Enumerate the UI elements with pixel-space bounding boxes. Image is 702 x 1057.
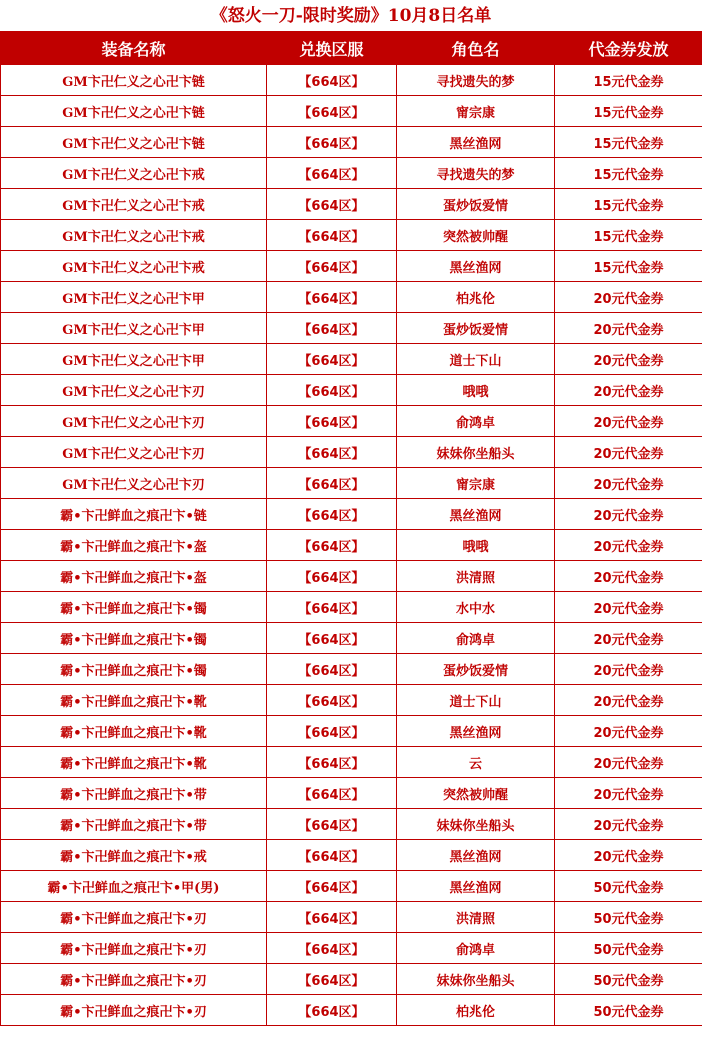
character-name-cell: 甯宗康 — [397, 468, 555, 499]
table-row — [1, 344, 702, 375]
voucher-cell: 50元代金券 — [555, 964, 702, 995]
server-cell: 【664区】 — [267, 189, 397, 220]
equipment-name-cell: 霸•卞卍鲜血之痕卍卞•盔 — [1, 530, 267, 561]
voucher-cell: 15元代金券 — [555, 127, 702, 158]
table-row — [1, 778, 702, 809]
server-cell: 【664区】 — [267, 809, 397, 840]
server-cell: 【664区】 — [267, 344, 397, 375]
voucher-cell: 20元代金券 — [555, 747, 702, 778]
character-name-cell: 蛋炒饭爱情 — [397, 654, 555, 685]
table-row — [1, 933, 702, 964]
character-name-cell: 俞鸿卓 — [397, 933, 555, 964]
voucher-cell: 20元代金券 — [555, 809, 702, 840]
voucher-cell: 50元代金券 — [555, 995, 702, 1026]
character-name-cell: 蛋炒饭爱情 — [397, 313, 555, 344]
table-row — [1, 809, 702, 840]
header-row — [1, 33, 702, 65]
server-cell: 【664区】 — [267, 902, 397, 933]
server-cell: 【664区】 — [267, 158, 397, 189]
equipment-name-cell: 霸•卞卍鲜血之痕卍卞•带 — [1, 778, 267, 809]
character-name-cell: 洪清照 — [397, 561, 555, 592]
table-row — [1, 871, 702, 902]
table-row — [1, 995, 702, 1026]
table-row — [1, 189, 702, 220]
equipment-name-cell: 霸•卞卍鲜血之痕卍卞•镯 — [1, 654, 267, 685]
equipment-name-cell: GM卞卍仁义之心卍卞戒 — [1, 220, 267, 251]
server-cell: 【664区】 — [267, 406, 397, 437]
table-row — [1, 716, 702, 747]
equipment-name-cell: 霸•卞卍鲜血之痕卍卞•靴 — [1, 685, 267, 716]
character-name-cell: 寻找遗失的梦 — [397, 65, 555, 96]
character-name-cell: 洪清照 — [397, 902, 555, 933]
table-row — [1, 654, 702, 685]
voucher-cell: 50元代金券 — [555, 933, 702, 964]
equipment-name-cell: GM卞卍仁义之心卍卞刃 — [1, 375, 267, 406]
table-row — [1, 499, 702, 530]
character-name-cell: 道士下山 — [397, 344, 555, 375]
server-cell: 【664区】 — [267, 65, 397, 96]
table-row — [1, 313, 702, 344]
equipment-name-cell: GM卞卍仁义之心卍卞链 — [1, 65, 267, 96]
character-name-cell: 甯宗康 — [397, 96, 555, 127]
character-name-cell: 蛋炒饭爱情 — [397, 189, 555, 220]
header-character-name: 角色名 — [397, 33, 555, 65]
equipment-name-cell: GM卞卍仁义之心卍卞甲 — [1, 282, 267, 313]
equipment-name-cell: GM卞卍仁义之心卍卞甲 — [1, 344, 267, 375]
header-voucher: 代金券发放 — [555, 33, 702, 65]
equipment-name-cell: GM卞卍仁义之心卍卞刃 — [1, 468, 267, 499]
table-body — [1, 65, 702, 1026]
table-row — [1, 685, 702, 716]
character-name-cell: 哦哦 — [397, 530, 555, 561]
voucher-cell: 20元代金券 — [555, 561, 702, 592]
character-name-cell: 黑丝渔网 — [397, 871, 555, 902]
server-cell: 【664区】 — [267, 592, 397, 623]
table-row — [1, 65, 702, 96]
voucher-cell: 20元代金券 — [555, 778, 702, 809]
server-cell: 【664区】 — [267, 933, 397, 964]
header-server: 兑换区服 — [267, 33, 397, 65]
voucher-cell: 20元代金券 — [555, 840, 702, 871]
server-cell: 【664区】 — [267, 251, 397, 282]
server-cell: 【664区】 — [267, 437, 397, 468]
voucher-cell: 20元代金券 — [555, 654, 702, 685]
table-row — [1, 220, 702, 251]
voucher-cell: 15元代金券 — [555, 220, 702, 251]
voucher-cell: 20元代金券 — [555, 344, 702, 375]
equipment-name-cell: 霸•卞卍鲜血之痕卍卞•镯 — [1, 623, 267, 654]
table-row — [1, 592, 702, 623]
voucher-cell: 20元代金券 — [555, 499, 702, 530]
equipment-name-cell: 霸•卞卍鲜血之痕卍卞•刃 — [1, 964, 267, 995]
table-row — [1, 964, 702, 995]
equipment-name-cell: GM卞卍仁义之心卍卞链 — [1, 127, 267, 158]
character-name-cell: 寻找遗失的梦 — [397, 158, 555, 189]
character-name-cell: 柏兆伦 — [397, 995, 555, 1026]
table-row — [1, 561, 702, 592]
character-name-cell: 俞鸿卓 — [397, 406, 555, 437]
server-cell: 【664区】 — [267, 716, 397, 747]
character-name-cell: 妹妹你坐船头 — [397, 437, 555, 468]
voucher-cell: 20元代金券 — [555, 530, 702, 561]
character-name-cell: 突然被帅醒 — [397, 220, 555, 251]
server-cell: 【664区】 — [267, 468, 397, 499]
equipment-name-cell: GM卞卍仁义之心卍卞戒 — [1, 251, 267, 282]
character-name-cell: 俞鸿卓 — [397, 623, 555, 654]
voucher-cell: 20元代金券 — [555, 437, 702, 468]
server-cell: 【664区】 — [267, 282, 397, 313]
equipment-name-cell: 霸•卞卍鲜血之痕卍卞•带 — [1, 809, 267, 840]
character-name-cell: 哦哦 — [397, 375, 555, 406]
table-header — [1, 33, 702, 65]
table-row — [1, 375, 702, 406]
table-row — [1, 623, 702, 654]
character-name-cell: 柏兆伦 — [397, 282, 555, 313]
voucher-cell: 20元代金券 — [555, 468, 702, 499]
voucher-cell: 50元代金券 — [555, 902, 702, 933]
equipment-name-cell: 霸•卞卍鲜血之痕卍卞•甲(男) — [1, 871, 267, 902]
character-name-cell: 黑丝渔网 — [397, 127, 555, 158]
voucher-cell: 15元代金券 — [555, 158, 702, 189]
server-cell: 【664区】 — [267, 96, 397, 127]
table-row — [1, 530, 702, 561]
table-row — [1, 902, 702, 933]
character-name-cell: 水中水 — [397, 592, 555, 623]
server-cell: 【664区】 — [267, 530, 397, 561]
character-name-cell: 妹妹你坐船头 — [397, 964, 555, 995]
equipment-name-cell: GM卞卍仁义之心卍卞刃 — [1, 406, 267, 437]
server-cell: 【664区】 — [267, 964, 397, 995]
server-cell: 【664区】 — [267, 995, 397, 1026]
server-cell: 【664区】 — [267, 561, 397, 592]
server-cell: 【664区】 — [267, 220, 397, 251]
equipment-name-cell: 霸•卞卍鲜血之痕卍卞•刃 — [1, 902, 267, 933]
table-row — [1, 747, 702, 778]
voucher-cell: 50元代金券 — [555, 871, 702, 902]
table-row — [1, 127, 702, 158]
equipment-name-cell: 霸•卞卍鲜血之痕卍卞•刃 — [1, 933, 267, 964]
voucher-cell: 20元代金券 — [555, 375, 702, 406]
voucher-cell: 15元代金券 — [555, 189, 702, 220]
page-title: 《怒火一刀-限时奖励》10月8日名单 — [0, 0, 702, 32]
equipment-name-cell: 霸•卞卍鲜血之痕卍卞•链 — [1, 499, 267, 530]
character-name-cell: 云 — [397, 747, 555, 778]
server-cell: 【664区】 — [267, 623, 397, 654]
voucher-cell: 20元代金券 — [555, 716, 702, 747]
character-name-cell: 黑丝渔网 — [397, 499, 555, 530]
server-cell: 【664区】 — [267, 375, 397, 406]
character-name-cell: 道士下山 — [397, 685, 555, 716]
header-equipment-name: 装备名称 — [1, 33, 267, 65]
voucher-cell: 15元代金券 — [555, 96, 702, 127]
equipment-name-cell: GM卞卍仁义之心卍卞戒 — [1, 189, 267, 220]
equipment-name-cell: GM卞卍仁义之心卍卞甲 — [1, 313, 267, 344]
voucher-cell: 20元代金券 — [555, 623, 702, 654]
server-cell: 【664区】 — [267, 313, 397, 344]
equipment-name-cell: 霸•卞卍鲜血之痕卍卞•刃 — [1, 995, 267, 1026]
table-row — [1, 468, 702, 499]
equipment-name-cell: 霸•卞卍鲜血之痕卍卞•盔 — [1, 561, 267, 592]
voucher-cell: 20元代金券 — [555, 406, 702, 437]
server-cell: 【664区】 — [267, 840, 397, 871]
server-cell: 【664区】 — [267, 127, 397, 158]
equipment-name-cell: GM卞卍仁义之心卍卞刃 — [1, 437, 267, 468]
server-cell: 【664区】 — [267, 499, 397, 530]
equipment-name-cell: 霸•卞卍鲜血之痕卍卞•戒 — [1, 840, 267, 871]
character-name-cell: 黑丝渔网 — [397, 840, 555, 871]
table-row — [1, 406, 702, 437]
equipment-name-cell: 霸•卞卍鲜血之痕卍卞•镯 — [1, 592, 267, 623]
reward-table — [0, 32, 702, 1026]
server-cell: 【664区】 — [267, 685, 397, 716]
table-row — [1, 282, 702, 313]
character-name-cell: 黑丝渔网 — [397, 251, 555, 282]
table-row — [1, 437, 702, 468]
character-name-cell: 突然被帅醒 — [397, 778, 555, 809]
character-name-cell: 妹妹你坐船头 — [397, 809, 555, 840]
table-row — [1, 251, 702, 282]
server-cell: 【664区】 — [267, 747, 397, 778]
voucher-cell: 20元代金券 — [555, 685, 702, 716]
table-row — [1, 158, 702, 189]
voucher-cell: 20元代金券 — [555, 592, 702, 623]
voucher-cell: 20元代金券 — [555, 313, 702, 344]
server-cell: 【664区】 — [267, 871, 397, 902]
voucher-cell: 15元代金券 — [555, 251, 702, 282]
equipment-name-cell: 霸•卞卍鲜血之痕卍卞•靴 — [1, 747, 267, 778]
voucher-cell: 20元代金券 — [555, 282, 702, 313]
equipment-name-cell: GM卞卍仁义之心卍卞戒 — [1, 158, 267, 189]
table-row — [1, 96, 702, 127]
server-cell: 【664区】 — [267, 654, 397, 685]
character-name-cell: 黑丝渔网 — [397, 716, 555, 747]
equipment-name-cell: 霸•卞卍鲜血之痕卍卞•靴 — [1, 716, 267, 747]
table-row — [1, 840, 702, 871]
voucher-cell: 15元代金券 — [555, 65, 702, 96]
equipment-name-cell: GM卞卍仁义之心卍卞链 — [1, 96, 267, 127]
server-cell: 【664区】 — [267, 778, 397, 809]
